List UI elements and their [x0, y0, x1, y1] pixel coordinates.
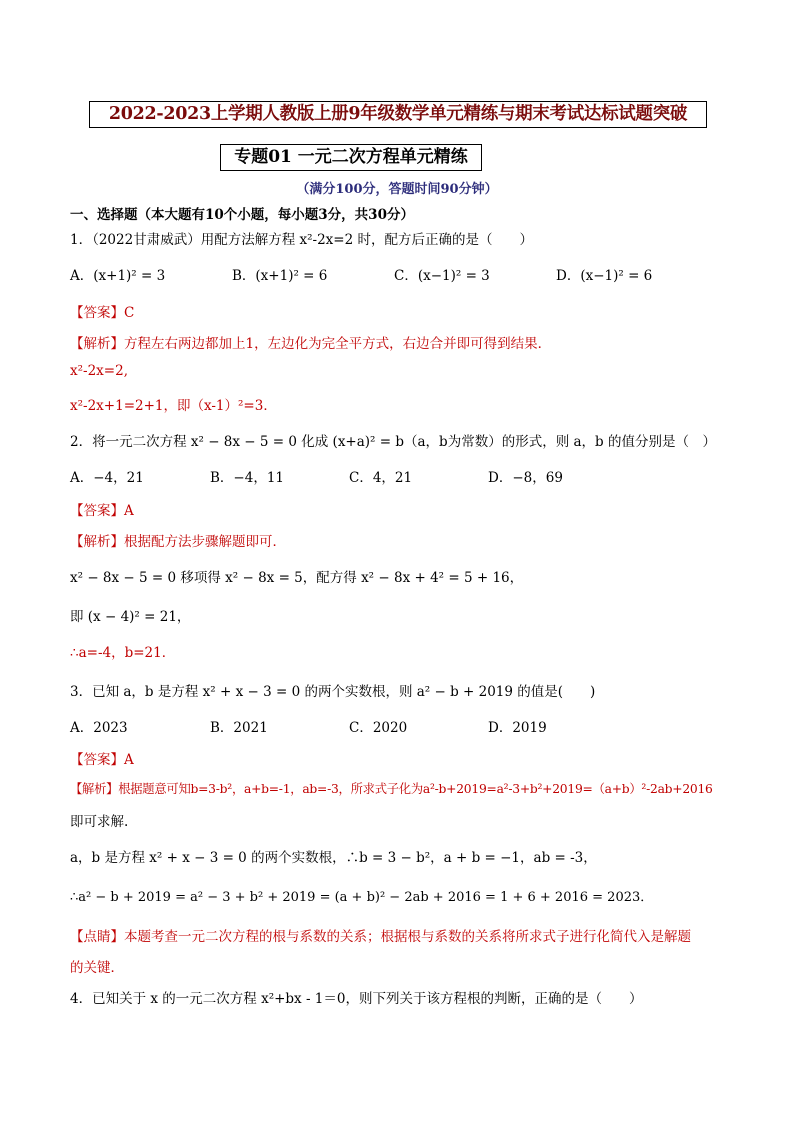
question-3-step-2: ∴a² − b + 2019 = a² − 3 + b² + 2019 = (a + b)² − 2ab + 2016 = 1 + 6 + 2016 = 2023． — [70, 890, 654, 905]
topic-title: 专题01 一元二次方程单元精练 — [220, 144, 482, 171]
question-1-option-c: C．(x−1)² = 3 — [394, 268, 490, 284]
question-2-step-2: 即 (x − 4)² = 21， — [70, 609, 191, 625]
question-3-option-a: A．2023 — [70, 720, 128, 736]
analysis-text: 方程左右两边都加上1，左边化为完全平方式，右边合并即可得到结果． — [124, 336, 552, 352]
question-1-option-b: B．(x+1)² = 6 — [232, 268, 328, 284]
question-1-answer — [70, 301, 134, 321]
question-3-stem: 3．已知 a，b 是方程 x² + x − 3 = 0 的两个实数根，则 a² − b + 2019 的值是( ) — [70, 684, 596, 700]
answer-value: A — [124, 503, 134, 519]
question-2-stem: 2．将一元二次方程 x² − 8x − 5 = 0 化成 (x+a)² = b（a，b为常数）的形式，则 a，b 的值分别是（ ） — [70, 434, 716, 450]
question-3-comment-cont: 的关键． — [70, 960, 124, 976]
question-2-step-1: x² − 8x − 5 = 0 移项得 x² − 8x = 5，配方得 x² − 8x + 4² = 5 + 16， — [70, 570, 524, 586]
answer-tag: 【答案】 — [70, 752, 124, 768]
answer-tag: 【答案】 — [70, 305, 124, 321]
question-3-option-c: C．2020 — [349, 720, 408, 736]
comment-tag: 【点睛】 — [70, 929, 124, 945]
analysis-text: 根据配方法步骤解题即可． — [124, 534, 286, 550]
question-3-answer — [70, 748, 134, 768]
question-3-option-b: B．2021 — [210, 720, 268, 736]
analysis-tag: 【解析】 — [70, 782, 119, 796]
question-1-stem: 1．（2022甘肃威武）用配方法解方程 x²-2x=2 时，配方后正确的是（ ） — [70, 232, 533, 248]
question-3-option-d: D．2019 — [488, 720, 547, 736]
comment-text: 本题考查一元二次方程的根与系数的关系；根据根与系数的关系将所求式子进行化简代入是解题 — [124, 929, 691, 945]
analysis-tag: 【解析】 — [70, 534, 124, 550]
question-1-option-d: D．(x−1)² = 6 — [556, 268, 653, 284]
question-2-step-3: ∴a=-4，b=21． — [70, 645, 176, 661]
analysis-text: 根据题意可知b=3-b²，a+b=-1，ab=-3，所求式子化为a²-b+2019=a²-3+b²+2019=（a+b）²-2ab+2016 — [118, 782, 713, 796]
question-2-option-c: C．4，21 — [349, 470, 413, 486]
question-3-step-1: a，b 是方程 x² + x − 3 = 0 的两个实数根，∴b = 3 − b²，a + b = −1，ab = -3， — [70, 850, 597, 866]
document-main-title: 2022-2023上学期人教版上册9年级数学单元精练与期末考试达标试题突破 — [89, 101, 707, 128]
answer-value: A — [124, 752, 134, 768]
question-2-answer — [70, 499, 134, 519]
question-2-analysis — [70, 530, 286, 550]
answer-value: C — [124, 305, 135, 321]
analysis-tag: 【解析】 — [70, 336, 124, 352]
question-2-option-d: D．−8，69 — [488, 470, 563, 486]
question-1-step-1: x²-2x=2, — [70, 363, 128, 379]
question-1-option-a: A．(x+1)² = 3 — [70, 268, 166, 284]
question-3-analysis-cont: 即可求解. — [70, 814, 129, 830]
question-1-analysis — [70, 332, 551, 352]
question-3-analysis — [70, 779, 713, 797]
question-4-stem: 4．已知关于 x 的一元二次方程 x²+bx - 1＝0，则下列关于该方程根的判断，正确的是（ ） — [70, 991, 643, 1007]
question-1-step-2: x²-2x+1=2+1，即（x-1）²=3． — [70, 398, 277, 414]
question-2-option-a: A．−4，21 — [70, 470, 144, 486]
section-heading: 一、选择题（本大题有10个小题，每小题3分，共30分） — [70, 207, 414, 223]
question-3-comment — [70, 925, 691, 945]
answer-tag: 【答案】 — [70, 503, 124, 519]
question-2-option-b: B．−4，11 — [210, 470, 284, 486]
score-time-note: （满分100分，答题时间90分钟） — [296, 182, 498, 197]
